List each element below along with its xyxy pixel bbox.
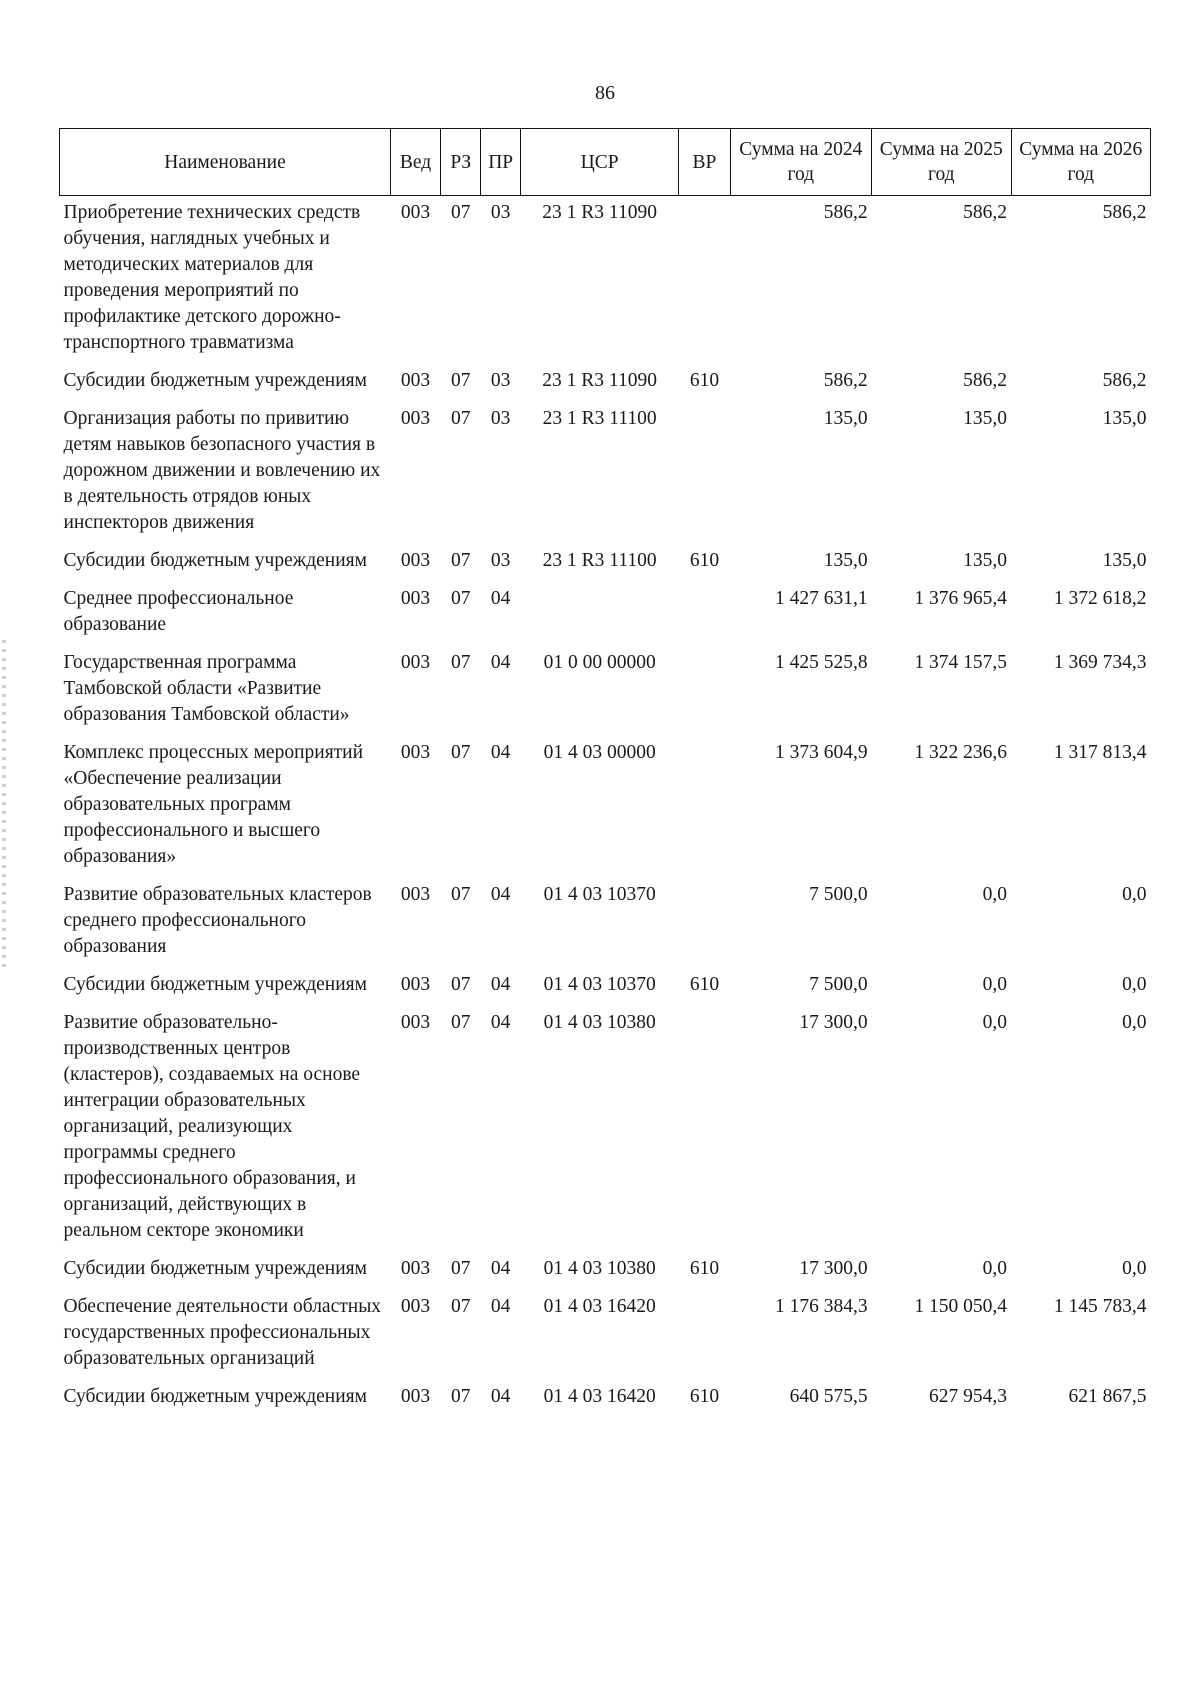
cell-vr — [679, 196, 730, 365]
cell-csr: 23 1 R3 11100 — [542, 550, 657, 571]
cell-ved: 003 — [400, 884, 431, 905]
cell-pr: 03 — [490, 408, 511, 429]
table-row — [60, 402, 1151, 544]
cell-ved: 003 — [400, 1258, 431, 1279]
cell-rz: 07 — [451, 742, 471, 763]
cell-sum-2025: 0,0 — [982, 974, 1007, 995]
header-rz: РЗ — [441, 129, 481, 196]
cell-sum-2024: 7 500,0 — [809, 974, 868, 995]
header-pr: ПР — [481, 129, 520, 196]
page-number: 86 — [595, 82, 615, 104]
cell-csr: 01 4 03 00000 — [543, 742, 656, 763]
cell-sum-2026: 1 145 783,4 — [1053, 1296, 1147, 1317]
table-row — [60, 1252, 1151, 1290]
table-header — [60, 129, 1151, 196]
cell-ved: 003 — [400, 1386, 431, 1407]
budget-table — [59, 128, 1151, 1418]
header-vr: ВР — [679, 129, 730, 196]
table-row — [60, 736, 1151, 878]
cell-csr: 23 1 R3 11090 — [542, 370, 657, 391]
cell-rz: 07 — [451, 370, 471, 391]
cell-pr: 04 — [490, 974, 511, 995]
cell-rz: 07 — [451, 652, 471, 673]
cell-rz: 07 — [451, 1386, 471, 1407]
cell-rz: 07 — [451, 1296, 471, 1317]
cell-vr: 610 — [689, 1386, 720, 1407]
header-sum-2025: Сумма на 2025 год — [872, 129, 1011, 196]
cell-pr: 04 — [490, 884, 511, 905]
cell-name: Субсидии бюджетным учреждениям — [63, 974, 367, 995]
header-name: Наименование — [60, 129, 391, 196]
cell-sum-2026: 586,2 — [1102, 202, 1147, 223]
cell-pr: 04 — [490, 1258, 511, 1279]
cell-sum-2025: 586,2 — [963, 202, 1007, 223]
cell-ved: 003 — [400, 742, 431, 763]
cell-csr — [520, 582, 679, 646]
cell-name: Государственная программа Тамбовской области «Развитие образования Тамбовской области» — [63, 652, 350, 725]
cell-sum-2024: 17 300,0 — [799, 1258, 868, 1279]
cell-rz: 07 — [451, 884, 471, 905]
cell-sum-2024: 1 373 604,9 — [774, 742, 868, 763]
cell-sum-2026: 621 867,5 — [1068, 1386, 1147, 1407]
header-sum-2026: Сумма на 2026 год — [1011, 129, 1151, 196]
header-sum-2024: Сумма на 2024 год — [730, 129, 872, 196]
cell-name: Субсидии бюджетным учреждениям — [63, 370, 367, 391]
cell-sum-2025: 627 954,3 — [929, 1386, 1007, 1407]
table-row — [60, 1380, 1151, 1418]
table-row — [60, 196, 1151, 365]
cell-vr: 610 — [689, 1258, 720, 1279]
cell-vr — [679, 1290, 730, 1380]
cell-pr: 04 — [490, 652, 511, 673]
cell-sum-2024: 17 300,0 — [799, 1012, 868, 1033]
cell-pr: 04 — [490, 1386, 511, 1407]
cell-name: Комплекс процессных мероприятий «Обеспечение реализации образовательных программ профессионального и высшего образования» — [63, 742, 364, 867]
cell-sum-2025: 1 322 236,6 — [914, 742, 1007, 763]
table-row — [60, 878, 1151, 968]
cell-sum-2026: 0,0 — [1122, 1012, 1147, 1033]
cell-vr — [679, 402, 730, 544]
cell-sum-2026: 586,2 — [1102, 370, 1147, 391]
cell-sum-2026: 0,0 — [1122, 974, 1147, 995]
cell-sum-2024: 586,2 — [823, 370, 868, 391]
cell-csr: 01 4 03 10370 — [543, 884, 656, 905]
cell-csr: 01 4 03 16420 — [543, 1386, 656, 1407]
header-ved: Вед — [391, 129, 441, 196]
cell-name: Субсидии бюджетным учреждениям — [63, 1258, 367, 1279]
cell-sum-2026: 0,0 — [1122, 1258, 1147, 1279]
cell-name: Среднее профессиональное образование — [63, 588, 294, 635]
table-row — [60, 1290, 1151, 1380]
cell-name: Приобретение технических средств обучения, наглядных учебных и методических материалов для проведения мероприятий по профилактике детского дорожно-транспортного травматизма — [63, 202, 361, 353]
cell-rz: 07 — [451, 1258, 471, 1279]
cell-sum-2024: 7 500,0 — [809, 884, 868, 905]
cell-sum-2026: 1 369 734,3 — [1053, 652, 1147, 673]
cell-vr: 610 — [689, 370, 720, 391]
cell-vr — [679, 736, 730, 878]
cell-ved: 003 — [400, 1296, 431, 1317]
cell-csr: 01 4 03 10380 — [543, 1258, 656, 1279]
table-row — [60, 582, 1151, 646]
cell-ved: 003 — [400, 202, 431, 223]
cell-sum-2025: 0,0 — [982, 884, 1007, 905]
cell-vr: 610 — [689, 550, 720, 571]
cell-sum-2025: 586,2 — [963, 370, 1007, 391]
cell-rz: 07 — [451, 588, 471, 609]
header-csr: ЦСР — [520, 129, 679, 196]
table-row — [60, 968, 1151, 1006]
cell-sum-2026: 1 372 618,2 — [1053, 588, 1147, 609]
cell-ved: 003 — [400, 408, 431, 429]
cell-sum-2025: 1 374 157,5 — [914, 652, 1007, 673]
cell-name: Обеспечение деятельности областных государственных профессиональных образовательных организаций — [63, 1296, 382, 1369]
cell-sum-2025: 0,0 — [982, 1258, 1007, 1279]
cell-sum-2026: 1 317 813,4 — [1053, 742, 1147, 763]
cell-ved: 003 — [400, 974, 431, 995]
cell-name: Развитие образовательных кластеров среднего профессионального образования — [63, 884, 372, 957]
cell-name: Субсидии бюджетным учреждениям — [63, 550, 367, 571]
cell-sum-2025: 1 376 965,4 — [914, 588, 1007, 609]
cell-sum-2026: 135,0 — [1102, 408, 1147, 429]
cell-pr: 04 — [490, 1296, 511, 1317]
cell-name: Организация работы по привитию детям навыков безопасного участия в дорожном движении и вовлечению их в деятельность отрядов юных инспекторов движения — [63, 408, 381, 533]
cell-sum-2025: 1 150 050,4 — [914, 1296, 1007, 1317]
cell-sum-2024: 586,2 — [823, 202, 868, 223]
cell-rz: 07 — [451, 1012, 471, 1033]
cell-sum-2025: 135,0 — [963, 550, 1007, 571]
cell-pr: 04 — [490, 742, 511, 763]
cell-rz: 07 — [451, 408, 471, 429]
cell-sum-2024: 1 425 525,8 — [774, 652, 868, 673]
cell-ved: 003 — [400, 550, 431, 571]
table-row — [60, 646, 1151, 736]
cell-vr — [679, 878, 730, 968]
cell-rz: 07 — [451, 550, 471, 571]
cell-sum-2024: 135,0 — [823, 550, 868, 571]
cell-pr: 04 — [490, 1012, 511, 1033]
cell-sum-2024: 640 575,5 — [789, 1386, 868, 1407]
cell-sum-2026: 0,0 — [1122, 884, 1147, 905]
cell-vr — [679, 582, 730, 646]
cell-rz: 07 — [451, 974, 471, 995]
cell-pr: 03 — [490, 550, 511, 571]
cell-ved: 003 — [400, 370, 431, 391]
cell-csr: 23 1 R3 11100 — [542, 408, 657, 429]
binding-hole-marks — [2, 640, 6, 970]
cell-name: Субсидии бюджетным учреждениям — [63, 1386, 367, 1407]
cell-csr: 01 4 03 10380 — [543, 1012, 656, 1033]
cell-pr: 04 — [490, 588, 511, 609]
cell-vr — [679, 1006, 730, 1252]
cell-pr: 03 — [490, 370, 511, 391]
table-row — [60, 544, 1151, 582]
cell-csr: 01 0 00 00000 — [543, 652, 656, 673]
cell-sum-2024: 1 427 631,1 — [774, 588, 868, 609]
cell-sum-2024: 135,0 — [823, 408, 868, 429]
cell-sum-2025: 135,0 — [963, 408, 1007, 429]
cell-vr: 610 — [689, 974, 720, 995]
cell-ved: 003 — [400, 652, 431, 673]
cell-sum-2025: 0,0 — [982, 1012, 1007, 1033]
table-row — [60, 364, 1151, 402]
cell-csr: 01 4 03 10370 — [543, 974, 656, 995]
cell-rz: 07 — [451, 202, 471, 223]
cell-sum-2024: 1 176 384,3 — [774, 1296, 868, 1317]
cell-name: Развитие образовательно-производственных центров (кластеров), создаваемых на основе интеграции образовательных организаций, реализующих программы среднего профессионального образования, и организаций, действующих в реальном секторе экономики — [63, 1012, 361, 1241]
cell-pr: 03 — [490, 202, 511, 223]
cell-ved: 003 — [400, 588, 431, 609]
cell-csr: 01 4 03 16420 — [543, 1296, 656, 1317]
cell-ved: 003 — [400, 1012, 431, 1033]
table-row — [60, 1006, 1151, 1252]
cell-vr — [679, 646, 730, 736]
cell-sum-2026: 135,0 — [1102, 550, 1147, 571]
cell-csr: 23 1 R3 11090 — [542, 202, 657, 223]
table-body — [60, 196, 1151, 1419]
